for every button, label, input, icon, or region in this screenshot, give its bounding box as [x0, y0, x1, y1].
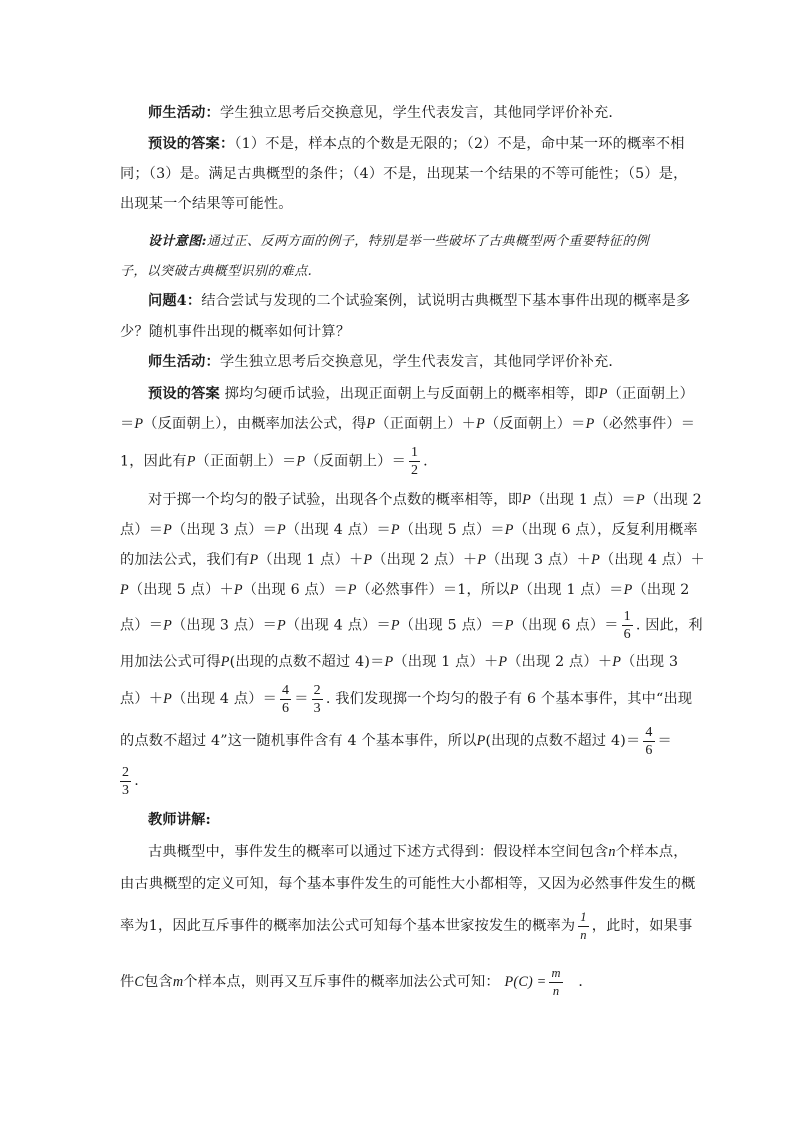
- text: 的加法公式，我们有: [120, 552, 250, 568]
- text: （出现 1 点）＋: [258, 552, 364, 568]
- teacher-line4: [120, 962, 680, 1006]
- fraction-m-over-n: [549, 965, 562, 1000]
- p-symbol: P: [476, 733, 486, 749]
- denominator: n: [580, 927, 587, 942]
- p-symbol: P: [504, 522, 514, 538]
- text: （正面朝上）＝: [195, 453, 297, 470]
- text: （出现 1 点）＝: [518, 582, 624, 598]
- denominator: 6: [645, 742, 653, 758]
- p-symbol: P: [163, 691, 173, 707]
- design-intent-line2: 子，以突破古典概型识别的难点.: [120, 264, 313, 279]
- teacher-student-activity-1: [148, 103, 708, 123]
- p-symbol: P: [363, 552, 373, 568]
- c-symbol: C: [134, 974, 145, 990]
- text: ，此时，如果事: [591, 918, 693, 934]
- p-symbol: P: [296, 453, 306, 470]
- numerator: 1: [623, 609, 631, 624]
- text: (出现的点数不超过 4)＝: [485, 733, 641, 749]
- fraction-one-over-n: [578, 909, 588, 944]
- text: （出现 2 点）＋: [372, 552, 478, 568]
- numerator: 2: [122, 764, 130, 780]
- p-symbol: P: [477, 552, 487, 568]
- preset-answer-line2: 同；（3）是。满足古典概型的条件；（4）不是，出现某一个结果的不等可能性；（5）是，: [120, 166, 688, 182]
- denominator: 6: [282, 700, 290, 716]
- text: （出现 1 点）＋: [393, 654, 499, 670]
- label: 师生活动：: [148, 354, 220, 370]
- p-symbol: P: [163, 617, 173, 634]
- numerator: m: [551, 965, 561, 980]
- p-symbol: P: [390, 522, 400, 538]
- text: 包含: [144, 974, 173, 990]
- denominator: 6: [623, 627, 631, 642]
- text: 古典概型中，事件发生的概率可以通过下述方式得到：假设样本空间包含: [148, 844, 609, 860]
- text: 结合尝试与发现的二个试验案例，试说明古典概型下基本事件出现的概率是多: [201, 293, 691, 309]
- p-symbol: P: [522, 492, 531, 508]
- p-symbol: P: [390, 617, 400, 634]
- denominator: 2: [410, 463, 419, 478]
- teacher-student-activity-2: [148, 352, 708, 372]
- text: 点）＝: [120, 617, 164, 634]
- fraction-one-half: [409, 444, 420, 479]
- text: 点）＋: [120, 691, 164, 707]
- dice-line5: [120, 608, 703, 648]
- dice-line7: [120, 680, 693, 722]
- text: （出现 1 点）＝: [530, 492, 636, 508]
- fraction-two-thirds: [312, 682, 323, 717]
- p-symbol: P: [277, 617, 286, 634]
- text: 学生独立思考后交换意见，学生代表发言，其他同学评价补充．: [219, 105, 623, 121]
- label: 教师讲解:: [148, 812, 211, 828]
- dice-line8: [120, 722, 680, 764]
- p-symbol: P: [233, 582, 243, 598]
- text: （出现 2: [632, 582, 690, 598]
- text: （反面朝上）＝: [484, 416, 586, 432]
- p-symbol: P: [598, 386, 608, 402]
- text: 个样本点，则再又互斥事件的概率加法公式可知：: [183, 974, 500, 990]
- coin-line3: [120, 444, 680, 484]
- fraction-two-thirds-2: [120, 764, 131, 799]
- text: （出现 5 点）＋: [128, 582, 234, 598]
- coin-line1: [148, 384, 708, 404]
- text: （出现 3: [621, 654, 679, 670]
- text: 通过正、反两方面的例子，特别是举一些破坏了古典概型两个重要特征的例: [206, 234, 650, 249]
- numerator: 1: [580, 909, 587, 924]
- m-symbol: m: [172, 974, 184, 990]
- teacher-explanation-label: [148, 810, 708, 830]
- n-symbol: n: [608, 844, 616, 860]
- text: （出现 6 点），反复利用概率: [513, 522, 698, 538]
- p-symbol: P: [475, 416, 485, 432]
- text: 件: [120, 974, 135, 990]
- text: . 因此，利: [635, 617, 703, 634]
- text: （出现 2: [644, 492, 702, 508]
- p-symbol: P: [585, 416, 595, 432]
- p-symbol: P: [384, 654, 394, 670]
- text: （出现 4 点）＝: [172, 691, 278, 707]
- p-symbol: P: [277, 522, 286, 538]
- p-symbol: P: [504, 617, 514, 634]
- dice-line6: [120, 652, 680, 672]
- question-4-line2: 少？随机事件出现的概率如何计算？: [120, 324, 351, 340]
- p-symbol: P: [186, 453, 196, 470]
- text: ．: [578, 974, 593, 990]
- text: （反面朝上），由概率加法公式，得: [143, 416, 367, 432]
- dice-line9: [120, 762, 680, 804]
- text: （必然事件）＝1，所以: [356, 582, 510, 598]
- text: （反面朝上）＝: [305, 453, 406, 470]
- text: （出现 6 点）＝: [513, 617, 619, 634]
- denominator: 3: [313, 700, 321, 716]
- text: （正面朝上）: [607, 386, 694, 402]
- p-symbol: P: [509, 582, 519, 598]
- fraction-four-sixths: [280, 682, 291, 717]
- text: .: [423, 453, 428, 470]
- p-symbol: P: [347, 582, 357, 598]
- text: （出现 3 点）＋: [486, 552, 592, 568]
- text: ＝: [120, 416, 135, 432]
- numerator: 1: [410, 445, 419, 460]
- fraction-one-sixth: [622, 608, 633, 643]
- text: （出现 4 点）＝: [285, 617, 391, 634]
- p-symbol: P: [498, 654, 508, 670]
- text: 1，因此有: [120, 453, 187, 470]
- text: 率为1，因此互斥事件的概率加法公式可知每个基本世家按发生的概率为: [120, 918, 576, 934]
- label: 问题4：: [148, 293, 202, 309]
- question-4-line1: [148, 291, 708, 311]
- text: 对于掷一个均匀的骰子试验，出现各个点数的概率相等，即: [148, 492, 523, 508]
- text: （出现 4 点）＋: [599, 552, 705, 568]
- preset-answer-line3: 出现某一个结果等可能性。: [120, 196, 293, 212]
- p-symbol: P: [163, 522, 173, 538]
- text: 学生独立思考后交换意见，学生代表发言，其他同学评价补充．: [219, 354, 623, 370]
- teacher-line3: [120, 906, 693, 950]
- label: 预设的答案：: [148, 136, 235, 152]
- text: ＝: [294, 691, 309, 707]
- text: . 我们发现掷一个均匀的骰子有 6 个基本事件，其中“出现: [325, 691, 693, 707]
- text: 掷均匀硬币试验，出现正面朝上与反面朝上的概率相等，即: [224, 386, 599, 402]
- denominator: n: [549, 982, 562, 1000]
- label: 设计意图:: [148, 234, 207, 249]
- text: 用加法公式可得: [120, 654, 221, 670]
- text: ＝: [657, 733, 672, 749]
- text: （1）不是，样本点的个数是无限的；（2）不是，命中某一环的概率不相: [234, 136, 685, 152]
- text: （必然事件）＝: [594, 416, 696, 432]
- p-symbol: P: [591, 552, 600, 568]
- text: 个样本点，: [615, 844, 688, 860]
- p-symbol: P: [366, 416, 376, 432]
- text: （出现 5 点）＝: [399, 617, 505, 634]
- teacher-line1: [148, 842, 708, 862]
- dice-line4: [120, 580, 690, 600]
- p-symbol: P: [134, 416, 144, 432]
- text: （正面朝上）＋: [375, 416, 476, 432]
- denominator: 3: [122, 782, 130, 798]
- p-symbol: P: [612, 654, 622, 670]
- text: （出现 4 点）＝: [285, 522, 391, 538]
- dice-line1: [148, 490, 708, 510]
- preset-answer-line1: [148, 134, 708, 154]
- text: .: [134, 773, 139, 789]
- p-symbol: P: [623, 582, 633, 598]
- p-symbol: P: [120, 582, 129, 598]
- numerator: 4: [282, 682, 290, 698]
- text: （出现 3 点）＝: [172, 617, 278, 634]
- text: 点）＝: [120, 522, 164, 538]
- text: （出现 2 点）＋: [507, 654, 613, 670]
- label: 预设的答案: [148, 386, 220, 402]
- fraction-four-sixths-2: [643, 724, 654, 759]
- text: (出现的点数不超过 4)＝: [229, 654, 385, 670]
- design-intent-line1: [148, 232, 708, 252]
- p-symbol: P: [635, 492, 645, 508]
- text: （出现 5 点）＝: [399, 522, 505, 538]
- teacher-line2: 由古典概型的定义可知，每个基本事件发生的可能性大小都相等，又因为必然事件发生的概: [120, 876, 696, 892]
- formula-lhs: P(C) =: [504, 974, 547, 990]
- coin-line2: [120, 414, 696, 434]
- numerator: 4: [645, 724, 653, 740]
- text: （出现 3 点）＝: [172, 522, 278, 538]
- dice-line2: [120, 520, 698, 540]
- p-symbol: P: [220, 654, 230, 670]
- p-symbol: P: [249, 552, 259, 568]
- numerator: 2: [313, 682, 321, 698]
- text: 的点数不超过 4”这一随机事件含有 4 个基本事件，所以: [120, 733, 477, 749]
- dice-line3: [120, 550, 705, 570]
- text: （出现 6 点）＝: [242, 582, 348, 598]
- label: 师生活动：: [148, 105, 220, 121]
